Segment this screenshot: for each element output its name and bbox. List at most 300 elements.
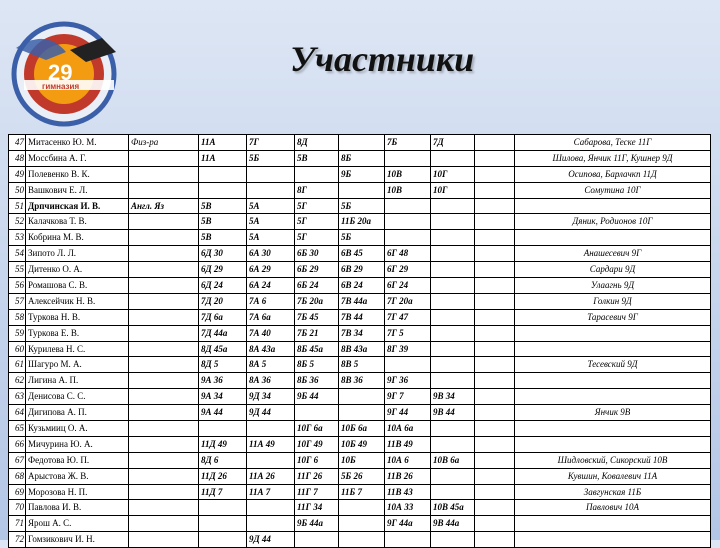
spacer-cell	[475, 198, 515, 214]
class-cell-1: 5В	[199, 198, 247, 214]
table-row	[9, 516, 711, 532]
participant-name: Курилева Н. С.	[26, 341, 129, 357]
table-row	[9, 214, 711, 230]
class-cell-3: 5Г	[295, 230, 339, 246]
subject	[129, 309, 199, 325]
class-cell-3	[295, 405, 339, 421]
row-number: 65	[9, 421, 26, 437]
team-members: Улаагнь 9Д	[515, 278, 711, 294]
class-cell-6	[431, 341, 475, 357]
subject	[129, 389, 199, 405]
spacer-cell	[475, 405, 515, 421]
class-cell-5	[385, 230, 431, 246]
class-cell-1: 7Д 6а	[199, 309, 247, 325]
class-cell-2: 9Д 44	[247, 532, 295, 548]
class-cell-5: 6Г 48	[385, 246, 431, 262]
subject	[129, 262, 199, 278]
class-cell-3: 5В	[295, 150, 339, 166]
class-cell-5: 9Г 44а	[385, 516, 431, 532]
class-cell-2: 5А	[247, 230, 295, 246]
row-number: 67	[9, 452, 26, 468]
subject	[129, 182, 199, 198]
class-cell-6: 10В 45а	[431, 500, 475, 516]
spacer-cell	[475, 182, 515, 198]
participant-name: Моссбина А. Г.	[26, 150, 129, 166]
class-cell-4: 8В 5	[339, 357, 385, 373]
row-number: 72	[9, 532, 26, 548]
class-cell-3: 9Б 44	[295, 389, 339, 405]
participant-name: Дрпчинская И. В.	[26, 198, 129, 214]
subject	[129, 468, 199, 484]
subject	[129, 405, 199, 421]
class-cell-1	[199, 182, 247, 198]
class-cell-1	[199, 421, 247, 437]
team-members: Сабарова, Теске 11Г	[515, 135, 711, 151]
class-cell-3: 10Г 49	[295, 436, 339, 452]
subject	[129, 373, 199, 389]
class-cell-4: 8В 36	[339, 373, 385, 389]
class-cell-3: 7Б 45	[295, 309, 339, 325]
class-cell-1	[199, 500, 247, 516]
class-cell-6: 7Д	[431, 135, 475, 151]
class-cell-2	[247, 166, 295, 182]
class-cell-2: 6А 24	[247, 278, 295, 294]
team-members: Янчик 9В	[515, 405, 711, 421]
team-members	[515, 373, 711, 389]
class-cell-2: 5А	[247, 198, 295, 214]
participant-name: Лигина А. П.	[26, 373, 129, 389]
class-cell-5: 10А 6	[385, 452, 431, 468]
class-cell-1: 9А 44	[199, 405, 247, 421]
table-row	[9, 135, 711, 151]
class-cell-3: 8Д	[295, 135, 339, 151]
team-members: Павлович 10А	[515, 500, 711, 516]
participant-name: Туркова Н. В.	[26, 309, 129, 325]
class-cell-4: 9Б	[339, 166, 385, 182]
participant-name: Калачкова Т. В.	[26, 214, 129, 230]
table-row	[9, 262, 711, 278]
class-cell-4	[339, 135, 385, 151]
row-number: 48	[9, 150, 26, 166]
subject	[129, 230, 199, 246]
participant-name: Митасенко Ю. М.	[26, 135, 129, 151]
subject: Англ. Яз	[129, 198, 199, 214]
class-cell-5: 6Г 29	[385, 262, 431, 278]
class-cell-5: 7Б	[385, 135, 431, 151]
class-cell-4: 6В 29	[339, 262, 385, 278]
class-cell-5: 10А 33	[385, 500, 431, 516]
team-members: Дяник, Родионов 10Г	[515, 214, 711, 230]
class-cell-4: 11Б 7	[339, 484, 385, 500]
class-cell-2: 11А 7	[247, 484, 295, 500]
class-cell-6	[431, 357, 475, 373]
row-number: 70	[9, 500, 26, 516]
table-row	[9, 500, 711, 516]
class-cell-5: 9Г 44	[385, 405, 431, 421]
class-cell-5: 11В 49	[385, 436, 431, 452]
class-cell-1	[199, 166, 247, 182]
class-cell-5: 10В	[385, 166, 431, 182]
class-cell-5: 7Г 47	[385, 309, 431, 325]
table-row	[9, 405, 711, 421]
class-cell-1: 9А 34	[199, 389, 247, 405]
participant-name: Вашкович Е. Л.	[26, 182, 129, 198]
spacer-cell	[475, 341, 515, 357]
table-row	[9, 389, 711, 405]
class-cell-5: 10А 6а	[385, 421, 431, 437]
class-cell-4: 5Б	[339, 198, 385, 214]
class-cell-6	[431, 325, 475, 341]
class-cell-3: 11Г 26	[295, 468, 339, 484]
class-cell-4: 6В 24	[339, 278, 385, 294]
class-cell-6	[431, 468, 475, 484]
team-members: Завгунская 11Б	[515, 484, 711, 500]
class-cell-4: 7В 44	[339, 309, 385, 325]
row-number: 68	[9, 468, 26, 484]
spacer-cell	[475, 436, 515, 452]
team-members	[515, 389, 711, 405]
subject	[129, 214, 199, 230]
class-cell-3: 8Г	[295, 182, 339, 198]
class-cell-4: 8В 43а	[339, 341, 385, 357]
subject	[129, 150, 199, 166]
team-members: Шидловский, Сикорский 10В	[515, 452, 711, 468]
spacer-cell	[475, 421, 515, 437]
class-cell-3: 8Б 45а	[295, 341, 339, 357]
class-cell-6	[431, 150, 475, 166]
class-cell-2	[247, 421, 295, 437]
class-cell-2: 8А 43а	[247, 341, 295, 357]
team-members: Тесевский 9Д	[515, 357, 711, 373]
participant-name: Мичурина Ю. А.	[26, 436, 129, 452]
class-cell-6: 9В 44	[431, 405, 475, 421]
row-number: 51	[9, 198, 26, 214]
class-cell-4: 10Б	[339, 452, 385, 468]
table-row	[9, 166, 711, 182]
class-cell-1: 11Д 49	[199, 436, 247, 452]
table-row	[9, 246, 711, 262]
class-cell-3: 7Б 21	[295, 325, 339, 341]
participant-name: Дигипова А. П.	[26, 405, 129, 421]
team-members: Кувшин, Ковалевич 11А	[515, 468, 711, 484]
spacer-cell	[475, 293, 515, 309]
team-members: Осипова, Барлачкп 11Д	[515, 166, 711, 182]
class-cell-4	[339, 389, 385, 405]
table-row	[9, 436, 711, 452]
participants-table	[8, 134, 711, 548]
class-cell-1: 5В	[199, 214, 247, 230]
subject: Физ-ра	[129, 135, 199, 151]
spacer-cell	[475, 325, 515, 341]
team-members	[515, 198, 711, 214]
class-cell-3: 10Г 6	[295, 452, 339, 468]
class-cell-4	[339, 500, 385, 516]
class-cell-6: 10Г	[431, 166, 475, 182]
class-cell-6: 10В 6а	[431, 452, 475, 468]
class-cell-1: 11Д 26	[199, 468, 247, 484]
team-members	[515, 325, 711, 341]
spacer-cell	[475, 516, 515, 532]
class-cell-6: 9В 44а	[431, 516, 475, 532]
spacer-cell	[475, 262, 515, 278]
row-number: 60	[9, 341, 26, 357]
spacer-cell	[475, 150, 515, 166]
logo-text: гимназия	[42, 82, 80, 91]
spacer-cell	[475, 246, 515, 262]
class-cell-1: 11А	[199, 150, 247, 166]
class-cell-1	[199, 516, 247, 532]
class-cell-6	[431, 293, 475, 309]
class-cell-3: 8Б 5	[295, 357, 339, 373]
class-cell-2	[247, 452, 295, 468]
spacer-cell	[475, 135, 515, 151]
class-cell-2: 7А 40	[247, 325, 295, 341]
spacer-cell	[475, 309, 515, 325]
class-cell-6	[431, 214, 475, 230]
subject	[129, 436, 199, 452]
class-cell-4	[339, 405, 385, 421]
team-members: Голкин 9Д	[515, 293, 711, 309]
table-row	[9, 198, 711, 214]
subject	[129, 278, 199, 294]
class-cell-2	[247, 500, 295, 516]
class-cell-3	[295, 166, 339, 182]
class-cell-4: 7В 34	[339, 325, 385, 341]
class-cell-1: 8Д 6	[199, 452, 247, 468]
team-members	[515, 516, 711, 532]
class-cell-1: 11А	[199, 135, 247, 151]
class-cell-4	[339, 182, 385, 198]
row-number: 52	[9, 214, 26, 230]
class-cell-6	[431, 436, 475, 452]
team-members: Тарасевич 9Г	[515, 309, 711, 325]
class-cell-4: 5Б	[339, 230, 385, 246]
participant-name: Гомзикович И. Н.	[26, 532, 129, 548]
table-row	[9, 230, 711, 246]
row-number: 47	[9, 135, 26, 151]
participant-name: Ромашова С. В.	[26, 278, 129, 294]
class-cell-3: 9Б 44а	[295, 516, 339, 532]
team-members: Сомутина 10Г	[515, 182, 711, 198]
class-cell-2: 8А 36	[247, 373, 295, 389]
class-cell-5	[385, 150, 431, 166]
class-cell-4: 5Б 26	[339, 468, 385, 484]
class-cell-6	[431, 230, 475, 246]
class-cell-2	[247, 516, 295, 532]
class-cell-6: 9В 34	[431, 389, 475, 405]
class-cell-1: 7Д 20	[199, 293, 247, 309]
table-row	[9, 452, 711, 468]
table-row	[9, 357, 711, 373]
class-cell-4: 8Б	[339, 150, 385, 166]
row-number: 54	[9, 246, 26, 262]
class-cell-6	[431, 484, 475, 500]
row-number: 63	[9, 389, 26, 405]
table-row	[9, 484, 711, 500]
row-number: 50	[9, 182, 26, 198]
class-cell-5: 11В 26	[385, 468, 431, 484]
logo-number: 29	[48, 60, 73, 85]
class-cell-3: 6Б 29	[295, 262, 339, 278]
spacer-cell	[475, 278, 515, 294]
spacer-cell	[475, 468, 515, 484]
table-row	[9, 341, 711, 357]
class-cell-3: 11Г 7	[295, 484, 339, 500]
team-members: Шилова, Янчик 11Г, Кушнер 9Д	[515, 150, 711, 166]
class-cell-5: 7Г 20а	[385, 293, 431, 309]
table-row	[9, 309, 711, 325]
participant-name: Морозова Н. П.	[26, 484, 129, 500]
class-cell-2	[247, 182, 295, 198]
row-number: 61	[9, 357, 26, 373]
row-number: 69	[9, 484, 26, 500]
participant-name: Ярош А. С.	[26, 516, 129, 532]
subject	[129, 516, 199, 532]
participant-name: Зипото Л. Л.	[26, 246, 129, 262]
class-cell-1: 7Д 44а	[199, 325, 247, 341]
class-cell-6	[431, 278, 475, 294]
class-cell-1: 6Д 30	[199, 246, 247, 262]
class-cell-1: 5В	[199, 230, 247, 246]
participant-name: Денисова С. С.	[26, 389, 129, 405]
class-cell-5: 10В	[385, 182, 431, 198]
class-cell-3: 11Г 34	[295, 500, 339, 516]
participant-name: Арыстова Ж. В.	[26, 468, 129, 484]
spacer-cell	[475, 214, 515, 230]
row-number: 49	[9, 166, 26, 182]
class-cell-4: 7В 44а	[339, 293, 385, 309]
table-row	[9, 421, 711, 437]
participants-table-body	[9, 135, 711, 548]
class-cell-3: 8Б 36	[295, 373, 339, 389]
table-row	[9, 325, 711, 341]
team-members: Сардари 9Д	[515, 262, 711, 278]
subject	[129, 325, 199, 341]
team-members	[515, 341, 711, 357]
class-cell-6	[431, 198, 475, 214]
row-number: 64	[9, 405, 26, 421]
class-cell-3: 7Б 20а	[295, 293, 339, 309]
table-row	[9, 293, 711, 309]
participant-name: Алексейчик Н. В.	[26, 293, 129, 309]
row-number: 59	[9, 325, 26, 341]
class-cell-2: 5Б	[247, 150, 295, 166]
gymnasium-logo	[6, 8, 130, 128]
class-cell-2: 7А 6	[247, 293, 295, 309]
team-members: Анашесевич 9Г	[515, 246, 711, 262]
row-number: 66	[9, 436, 26, 452]
row-number: 53	[9, 230, 26, 246]
subject	[129, 293, 199, 309]
subject	[129, 500, 199, 516]
table-row	[9, 150, 711, 166]
team-members	[515, 436, 711, 452]
spacer-cell	[475, 373, 515, 389]
class-cell-3: 5Г	[295, 198, 339, 214]
team-members	[515, 421, 711, 437]
class-cell-1: 9А 36	[199, 373, 247, 389]
participant-name: Шагуро М. А.	[26, 357, 129, 373]
class-cell-5: 11В 43	[385, 484, 431, 500]
spacer-cell	[475, 357, 515, 373]
subject	[129, 484, 199, 500]
spacer-cell	[475, 484, 515, 500]
class-cell-5: 8Г 39	[385, 341, 431, 357]
class-cell-5	[385, 198, 431, 214]
class-cell-1: 11Д 7	[199, 484, 247, 500]
participant-name: Павлова И. В.	[26, 500, 129, 516]
class-cell-2: 7Г	[247, 135, 295, 151]
row-number: 58	[9, 309, 26, 325]
class-cell-5: 7Г 5	[385, 325, 431, 341]
class-cell-6	[431, 262, 475, 278]
subject	[129, 421, 199, 437]
class-cell-5	[385, 357, 431, 373]
class-cell-2: 11А 26	[247, 468, 295, 484]
participant-name: Кузьмииц О. А.	[26, 421, 129, 437]
participant-name: Федотова Ю. П.	[26, 452, 129, 468]
subject	[129, 357, 199, 373]
class-cell-3: 6Б 30	[295, 246, 339, 262]
class-cell-2: 7А 6а	[247, 309, 295, 325]
class-cell-6: 10Г	[431, 182, 475, 198]
class-cell-5: 6Г 24	[385, 278, 431, 294]
class-cell-2: 9Д 34	[247, 389, 295, 405]
class-cell-1: 6Д 29	[199, 262, 247, 278]
participant-name: Полевенко В. К.	[26, 166, 129, 182]
spacer-cell	[475, 230, 515, 246]
subject	[129, 452, 199, 468]
class-cell-2: 6А 29	[247, 262, 295, 278]
class-cell-1: 8Д 45а	[199, 341, 247, 357]
class-cell-2: 11А 49	[247, 436, 295, 452]
class-cell-3: 10Г 6а	[295, 421, 339, 437]
row-number: 71	[9, 516, 26, 532]
class-cell-6	[431, 309, 475, 325]
class-cell-1: 8Д 5	[199, 357, 247, 373]
class-cell-1: 6Д 24	[199, 278, 247, 294]
table-row	[9, 278, 711, 294]
class-cell-4: 11Б 20а	[339, 214, 385, 230]
spacer-cell	[475, 500, 515, 516]
class-cell-6	[431, 421, 475, 437]
spacer-cell	[475, 389, 515, 405]
subject	[129, 246, 199, 262]
table-row	[9, 182, 711, 198]
participant-name: Кобрина М. В.	[26, 230, 129, 246]
participant-name: Туркова Е. В.	[26, 325, 129, 341]
class-cell-6	[431, 246, 475, 262]
table-row	[9, 373, 711, 389]
subject	[129, 166, 199, 182]
class-cell-5	[385, 214, 431, 230]
spacer-cell	[475, 166, 515, 182]
page-title: Участники	[290, 39, 475, 79]
row-number: 57	[9, 293, 26, 309]
class-cell-6	[431, 373, 475, 389]
class-cell-2: 8А 5	[247, 357, 295, 373]
class-cell-2: 5А	[247, 214, 295, 230]
class-cell-4	[339, 516, 385, 532]
row-number: 56	[9, 278, 26, 294]
row-number: 55	[9, 262, 26, 278]
class-cell-2: 9Д 44	[247, 405, 295, 421]
class-cell-4: 6В 45	[339, 246, 385, 262]
class-cell-2: 6А 30	[247, 246, 295, 262]
class-cell-5: 9Г 7	[385, 389, 431, 405]
class-cell-3: 6Б 24	[295, 278, 339, 294]
class-cell-4: 10Б 49	[339, 436, 385, 452]
